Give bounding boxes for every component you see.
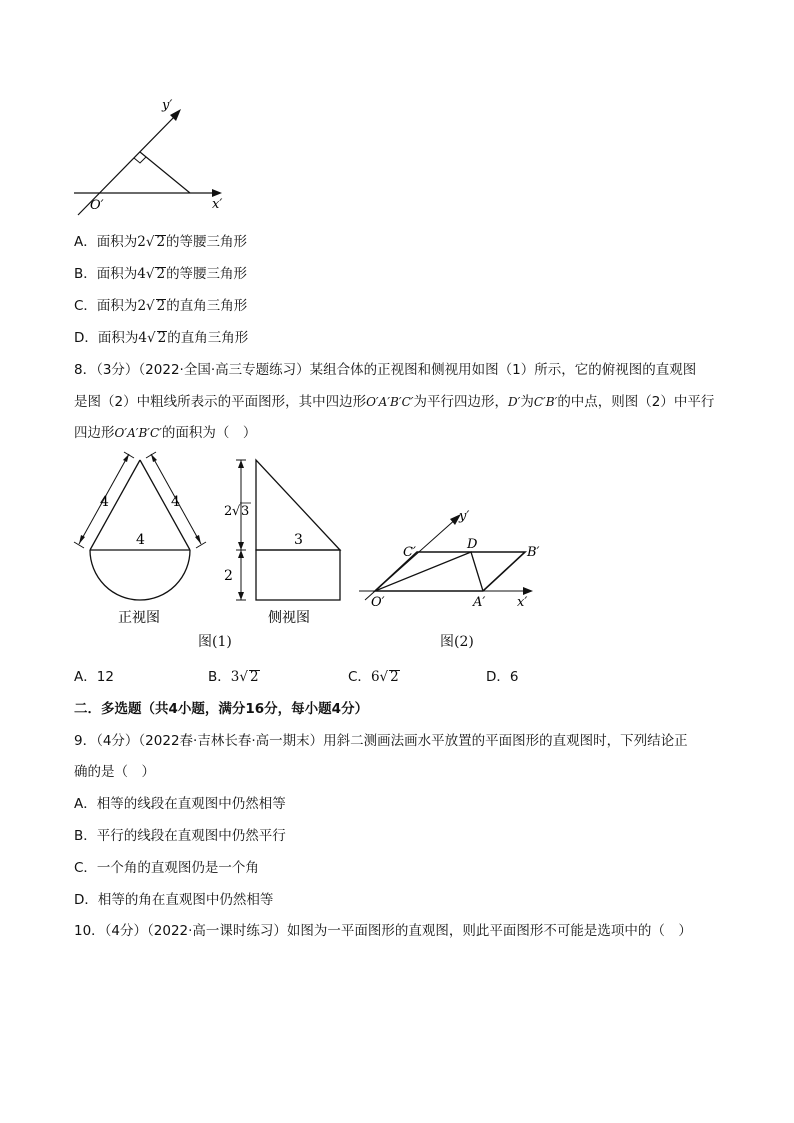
coefficient: 4 — [137, 266, 146, 282]
right-angle-mark — [134, 157, 146, 163]
option-letter: A．面积为 — [74, 234, 138, 250]
q9-line-2: 确的是（ ） — [74, 764, 155, 780]
point-o-label: O′ — [371, 595, 385, 610]
q10-stem: 10．（4分）（2022·高一课时练习）如图为一平面图形的直观图，则此平面图形不可能是选项中的（ ） — [74, 923, 692, 939]
x-arrow — [523, 587, 533, 595]
q8-stem-2d: 的中点，则图（2）中平行 — [557, 394, 715, 410]
point-c-label: C′ — [403, 545, 416, 560]
radicand: 2 — [249, 669, 259, 685]
dim-tick — [196, 542, 206, 548]
q9-option-c: C．一个角的直观图仍是一个角 — [74, 860, 259, 876]
q8-line-3 — [74, 421, 256, 441]
dim-arrow — [238, 542, 244, 550]
sqrt-sign: √ — [379, 669, 389, 685]
dim-arrow — [195, 535, 201, 544]
point-d-label: D — [467, 537, 478, 552]
q8-option-a: A．12 — [74, 669, 114, 685]
figure-2-oblique — [355, 500, 555, 615]
side-view-figure — [222, 455, 347, 630]
front-view-figure — [66, 450, 226, 635]
option-letter: B． — [208, 669, 231, 685]
section-heading: 二．多选题（共4小题，满分16分，每小题4分） — [74, 701, 369, 717]
dim-arrow — [238, 460, 244, 468]
q8-stem-2a: 是图（2）中粗线所表示的平面图形，其中四边形 — [74, 394, 367, 410]
coefficient: 6 — [370, 669, 380, 685]
triangle-left-side — [90, 460, 140, 550]
dim-tick — [124, 452, 134, 458]
sqrt-sign: √ — [147, 330, 156, 346]
q7-oblique-figure — [60, 95, 240, 220]
top-height-coef: 2 — [224, 504, 233, 519]
q9-option-a: A．相等的线段在直观图中仍然相等 — [74, 796, 286, 812]
radicand: 2 — [156, 266, 166, 282]
point-a-label: A′ — [473, 595, 486, 610]
dim-arrow — [238, 592, 244, 600]
option-letter: B．面积为 — [74, 266, 138, 282]
q7-option-a — [74, 230, 247, 250]
option-letter: D．面积为 — [74, 330, 139, 346]
x-label: x′ — [517, 595, 528, 610]
coefficient: 2 — [137, 298, 147, 314]
bottom-height-label: 2 — [224, 568, 233, 584]
semicircle — [90, 550, 190, 600]
dim-tick — [74, 542, 84, 548]
q7-option-c — [74, 294, 247, 314]
option-tail: 的等腰三角形 — [166, 266, 248, 282]
radicand: 2 — [390, 669, 399, 685]
radicand: 2 — [156, 298, 166, 314]
q8-stem-3b: 的面积为（ ） — [161, 425, 257, 441]
q8-stem-2c: 为 — [520, 394, 534, 410]
parallelogram-label: O′A′B′C′ — [114, 426, 162, 440]
radicand: 2 — [156, 234, 166, 250]
front-view-caption: 正视图 — [118, 610, 160, 626]
coefficient: 2 — [137, 234, 146, 250]
option-letter: C． — [348, 669, 371, 685]
y-label: y′ — [459, 509, 470, 524]
left-side-length: 4 — [100, 494, 109, 510]
dim-arrow — [238, 550, 244, 558]
dim-arrow — [79, 535, 85, 544]
figure-2-caption: 图(2) — [440, 634, 474, 650]
triangle-right-side — [140, 460, 190, 550]
coefficient: 4 — [138, 330, 147, 346]
width-label: 3 — [294, 532, 303, 548]
y-label: y′ — [162, 98, 173, 113]
dim-tick — [146, 452, 156, 458]
origin-label: O′ — [90, 198, 104, 213]
q8-option-d: D．6 — [486, 669, 519, 685]
option-letter: C．面积为 — [74, 298, 138, 314]
q8-line-1 — [74, 358, 696, 378]
side-view-caption: 侧视图 — [268, 610, 310, 626]
radicand: 2 — [157, 330, 167, 346]
figure-1-caption: 图(1) — [198, 634, 232, 650]
right-side-length: 4 — [171, 494, 180, 510]
q8-stem-2b: 为平行四边形， — [413, 394, 508, 410]
coefficient: 3 — [230, 669, 240, 685]
segment-cb-label: C′B′ — [533, 395, 558, 409]
option-tail: 的直角三角形 — [167, 330, 249, 346]
sqrt-sign: √ — [239, 669, 248, 685]
point-d-label: D′ — [508, 395, 521, 409]
q9-option-d: D．相等的角在直观图中仍然相等 — [74, 892, 274, 908]
option-tail: 的直角三角形 — [166, 298, 248, 314]
dim-arrow — [123, 454, 129, 462]
q8-option-c — [348, 665, 486, 685]
q7-option-d — [74, 326, 248, 346]
sqrt-sign: √ — [145, 234, 155, 250]
dim-arrow — [151, 454, 157, 462]
x-label: x′ — [212, 197, 223, 212]
side-rectangle — [256, 550, 340, 600]
q8-stem-3a: 四边形 — [74, 425, 115, 441]
q7-option-b — [74, 262, 247, 282]
sqrt-sign: √ — [232, 504, 241, 519]
parallelogram-label: O′A′B′C′ — [366, 395, 414, 409]
q8-options — [74, 665, 518, 685]
q8-stem-1: 8．（3分）（2022·全国·高三专题练习）某组合体的正视图和侧视用如图（1）所示，它的俯视图的直观图 — [74, 362, 697, 378]
x-arrow — [212, 189, 222, 197]
top-height-radicand: 3 — [241, 504, 250, 519]
q9-line-1: 9．（4分）（2022春·吉林长春·高一期末）用斜二测画法画水平放置的平面图形的直观图时，下列结论正 — [74, 733, 688, 749]
sqrt-sign: √ — [146, 298, 155, 314]
q9-option-b: B．平行的线段在直观图中仍然平行 — [74, 828, 286, 844]
option-tail: 的等腰三角形 — [166, 234, 248, 250]
triangle-side — [140, 152, 190, 193]
q8-line-2 — [74, 390, 714, 410]
base-length: 4 — [136, 532, 145, 548]
q8-option-b — [208, 665, 348, 685]
point-b-label: B′ — [527, 545, 540, 560]
segments-od-da — [375, 552, 483, 591]
sqrt-sign: √ — [145, 266, 155, 282]
